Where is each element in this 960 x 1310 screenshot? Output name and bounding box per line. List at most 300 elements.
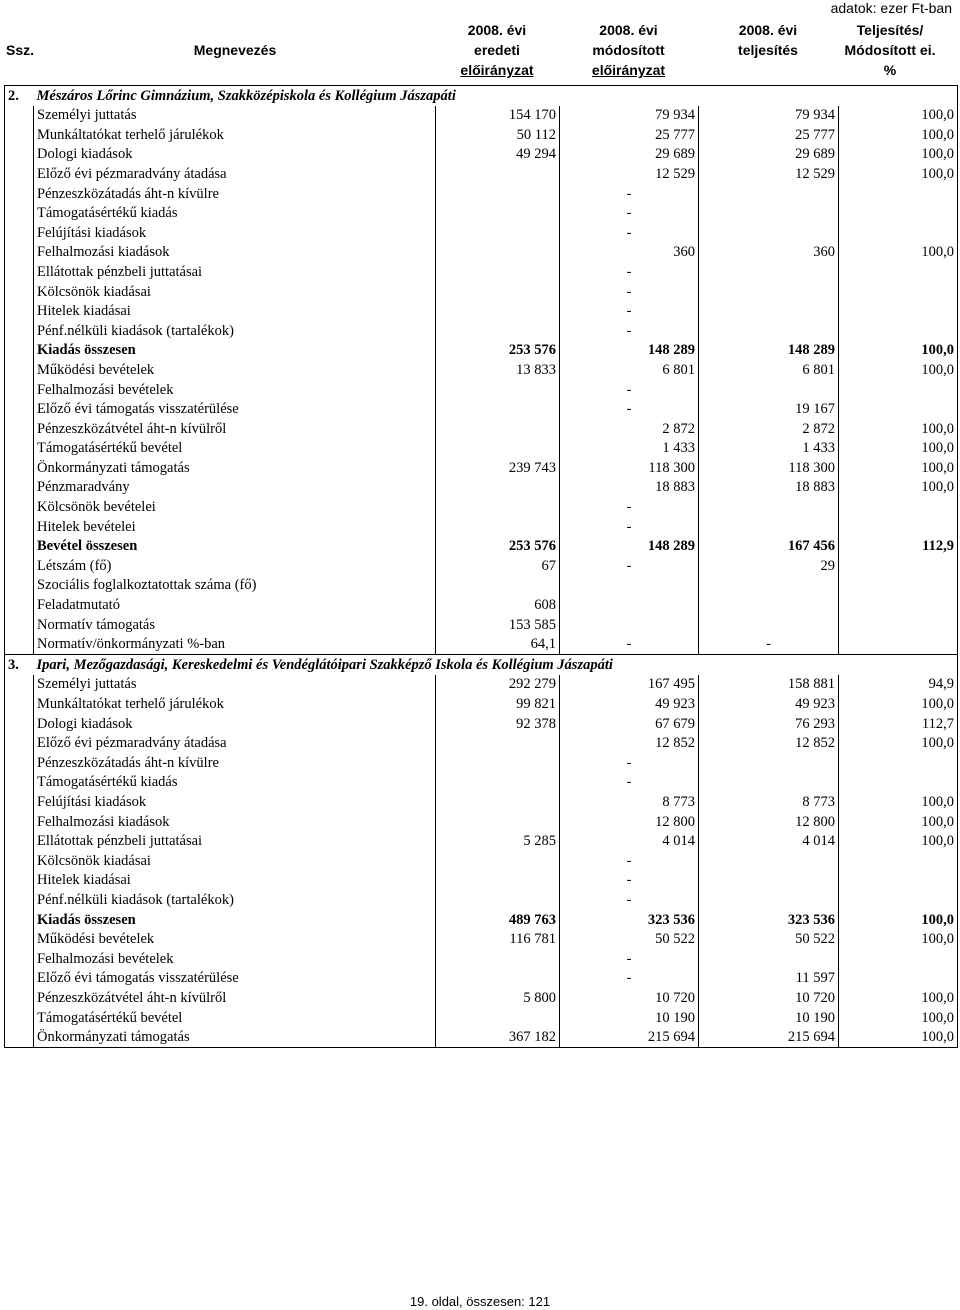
row-ssz <box>5 930 34 950</box>
row-percent <box>839 380 958 400</box>
row-label: Felhalmozási bevételek <box>34 949 436 969</box>
row-modified: - <box>560 262 699 282</box>
table-row <box>5 851 958 871</box>
row-original <box>436 223 560 243</box>
row-percent: 100,0 <box>839 419 958 439</box>
row-original <box>436 400 560 420</box>
row-ssz <box>5 949 34 969</box>
row-ssz <box>5 556 34 576</box>
row-modified: - <box>560 302 699 322</box>
table-row <box>5 910 958 930</box>
row-original <box>436 439 560 459</box>
section-title: Mészáros Lőrinc Gimnázium, Szakközépiskola és Kollégium Jászapáti <box>34 86 958 106</box>
header-col3: 2008. évi teljesítés <box>738 22 798 58</box>
row-original: 239 743 <box>436 458 560 478</box>
table-row <box>5 243 958 263</box>
row-label: Pénzeszközátvétel áht-n kívülről <box>34 988 436 1008</box>
row-ssz <box>5 380 34 400</box>
row-ssz <box>5 812 34 832</box>
row-original: 253 576 <box>436 537 560 557</box>
row-original: 292 279 <box>436 675 560 695</box>
row-label: Szociális foglalkoztatottak száma (fő) <box>34 576 436 596</box>
row-modified: 1 433 <box>560 439 699 459</box>
row-ssz <box>5 321 34 341</box>
row-modified <box>560 576 699 596</box>
row-modified: - <box>560 773 699 793</box>
row-modified: - <box>560 184 699 204</box>
row-actual: 158 881 <box>699 675 839 695</box>
row-ssz <box>5 988 34 1008</box>
row-percent: 100,0 <box>839 694 958 714</box>
row-label: Önkormányzati támogatás <box>34 458 436 478</box>
row-modified: 148 289 <box>560 341 699 361</box>
row-actual <box>699 576 839 596</box>
row-label: Bevétel összesen <box>34 537 436 557</box>
row-original <box>436 851 560 871</box>
row-ssz <box>5 223 34 243</box>
row-modified: 215 694 <box>560 1028 699 1048</box>
row-actual: - <box>699 635 839 655</box>
row-modified: 2 872 <box>560 419 699 439</box>
row-original: 99 821 <box>436 694 560 714</box>
row-ssz <box>5 164 34 184</box>
row-modified: 148 289 <box>560 537 699 557</box>
row-percent <box>839 400 958 420</box>
row-modified: - <box>560 517 699 537</box>
row-actual <box>699 851 839 871</box>
row-modified: - <box>560 890 699 910</box>
row-modified: 12 529 <box>560 164 699 184</box>
row-ssz <box>5 792 34 812</box>
row-original: 154 170 <box>436 106 560 126</box>
row-actual <box>699 282 839 302</box>
row-original <box>436 243 560 263</box>
row-percent <box>839 517 958 537</box>
row-actual: 25 777 <box>699 125 839 145</box>
row-label: Pénzeszközátvétel áht-n kívülről <box>34 419 436 439</box>
table-row <box>5 106 958 126</box>
row-label: Felújítási kiadások <box>34 223 436 243</box>
row-modified: 12 852 <box>560 734 699 754</box>
row-ssz <box>5 595 34 615</box>
row-percent <box>839 969 958 989</box>
row-modified: 67 679 <box>560 714 699 734</box>
unit-note: adatok: ezer Ft-ban <box>830 0 952 16</box>
row-percent: 100,0 <box>839 478 958 498</box>
row-original: 13 833 <box>436 360 560 380</box>
row-label: Normatív/önkormányzati %-ban <box>34 635 436 655</box>
row-original <box>436 419 560 439</box>
row-label: Működési bevételek <box>34 930 436 950</box>
row-original <box>436 753 560 773</box>
header-name: Megnevezés <box>193 42 277 58</box>
table-row <box>5 576 958 596</box>
row-label: Hitelek bevételei <box>34 517 436 537</box>
row-label: Felhalmozási kiadások <box>34 243 436 263</box>
row-modified: 49 923 <box>560 694 699 714</box>
row-percent <box>839 321 958 341</box>
row-actual: 1 433 <box>699 439 839 459</box>
row-actual <box>699 517 839 537</box>
table-row <box>5 478 958 498</box>
table-row <box>5 164 958 184</box>
header-ssz: Ssz. <box>5 42 34 58</box>
row-ssz <box>5 537 34 557</box>
row-ssz <box>5 871 34 891</box>
row-original: 489 763 <box>436 910 560 930</box>
row-ssz <box>5 419 34 439</box>
row-modified: 12 800 <box>560 812 699 832</box>
row-label: Előző évi pézmaradvány átadása <box>34 734 436 754</box>
row-ssz <box>5 1008 34 1028</box>
row-modified <box>560 615 699 635</box>
row-label: Támogatásértékű bevétel <box>34 1008 436 1028</box>
row-ssz <box>5 576 34 596</box>
row-label: Kölcsönök kiadásai <box>34 851 436 871</box>
row-label: Támogatásértékű bevétel <box>34 439 436 459</box>
row-actual: 29 689 <box>699 145 839 165</box>
row-percent: 112,7 <box>839 714 958 734</box>
table-row <box>5 400 958 420</box>
row-original: 49 294 <box>436 145 560 165</box>
row-actual: 76 293 <box>699 714 839 734</box>
row-original <box>436 282 560 302</box>
row-percent <box>839 497 958 517</box>
table-row <box>5 204 958 224</box>
row-ssz <box>5 204 34 224</box>
row-modified: - <box>560 753 699 773</box>
row-original <box>436 204 560 224</box>
row-modified: - <box>560 635 699 655</box>
row-ssz <box>5 439 34 459</box>
row-ssz <box>5 400 34 420</box>
row-actual <box>699 302 839 322</box>
header-col1: 2008. évi eredeti előirányzat <box>460 22 534 78</box>
table-row <box>5 1008 958 1028</box>
row-percent <box>839 223 958 243</box>
row-percent: 100,0 <box>839 910 958 930</box>
row-modified: 6 801 <box>560 360 699 380</box>
table-row <box>5 615 958 635</box>
row-label: Pénf.nélküli kiadások (tartalékok) <box>34 890 436 910</box>
row-ssz <box>5 832 34 852</box>
row-percent <box>839 949 958 969</box>
table-row <box>5 714 958 734</box>
row-label: Munkáltatókat terhelő járulékok <box>34 694 436 714</box>
row-label: Felhalmozási bevételek <box>34 380 436 400</box>
row-label: Személyi juttatás <box>34 106 436 126</box>
row-ssz <box>5 145 34 165</box>
row-actual: 118 300 <box>699 458 839 478</box>
row-percent <box>839 851 958 871</box>
row-percent: 100,0 <box>839 1008 958 1028</box>
table-row <box>5 871 958 891</box>
table-row <box>5 184 958 204</box>
row-modified: 360 <box>560 243 699 263</box>
row-ssz <box>5 969 34 989</box>
row-label: Működési bevételek <box>34 360 436 380</box>
row-original <box>436 517 560 537</box>
section-header-row <box>5 655 958 675</box>
row-ssz <box>5 714 34 734</box>
page-footer: 19. oldal, összesen: 121 <box>409 1294 551 1309</box>
row-percent: 100,0 <box>839 164 958 184</box>
row-modified <box>560 595 699 615</box>
row-label: Ellátottak pénzbeli juttatásai <box>34 262 436 282</box>
row-label: Dologi kiadások <box>34 145 436 165</box>
table-row <box>5 812 958 832</box>
row-actual <box>699 595 839 615</box>
row-label: Hitelek kiadásai <box>34 302 436 322</box>
row-ssz <box>5 125 34 145</box>
row-percent: 100,0 <box>839 792 958 812</box>
row-modified: - <box>560 556 699 576</box>
row-percent: 100,0 <box>839 458 958 478</box>
row-percent: 100,0 <box>839 832 958 852</box>
table-row <box>5 341 958 361</box>
row-modified: 167 495 <box>560 675 699 695</box>
row-actual: 11 597 <box>699 969 839 989</box>
table-row <box>5 302 958 322</box>
row-actual: 19 167 <box>699 400 839 420</box>
row-modified: 29 689 <box>560 145 699 165</box>
row-modified: 323 536 <box>560 910 699 930</box>
row-label: Támogatásértékű kiadás <box>34 204 436 224</box>
row-original: 50 112 <box>436 125 560 145</box>
row-actual <box>699 184 839 204</box>
table-row <box>5 969 958 989</box>
budget-table <box>4 85 958 1048</box>
row-percent <box>839 753 958 773</box>
row-ssz <box>5 106 34 126</box>
row-ssz <box>5 282 34 302</box>
row-percent <box>839 576 958 596</box>
row-percent: 100,0 <box>839 243 958 263</box>
row-original <box>436 1008 560 1028</box>
row-label: Kiadás összesen <box>34 910 436 930</box>
row-actual: 10 720 <box>699 988 839 1008</box>
row-ssz <box>5 910 34 930</box>
row-original <box>436 871 560 891</box>
table-row <box>5 321 958 341</box>
table-row <box>5 419 958 439</box>
row-modified: - <box>560 204 699 224</box>
table-row <box>5 439 958 459</box>
table-row <box>5 734 958 754</box>
row-ssz <box>5 262 34 282</box>
row-original <box>436 812 560 832</box>
row-percent: 100,0 <box>839 341 958 361</box>
table-row <box>5 832 958 852</box>
row-original: 5 800 <box>436 988 560 1008</box>
section-title: Ipari, Mezőgazdasági, Kereskedelmi és Vendéglátóipari Szakképző Iskola és Kollégium Jászapáti <box>34 655 958 675</box>
row-actual: 50 522 <box>699 930 839 950</box>
table-row <box>5 282 958 302</box>
row-ssz <box>5 497 34 517</box>
row-percent <box>839 204 958 224</box>
row-label: Előző évi támogatás visszatérülése <box>34 969 436 989</box>
table-row <box>5 497 958 517</box>
row-actual: 323 536 <box>699 910 839 930</box>
row-ssz <box>5 458 34 478</box>
row-modified: - <box>560 871 699 891</box>
row-label: Munkáltatókat terhelő járulékok <box>34 125 436 145</box>
row-ssz <box>5 734 34 754</box>
row-ssz <box>5 360 34 380</box>
row-percent <box>839 773 958 793</box>
row-label: Pénzmaradvány <box>34 478 436 498</box>
row-modified: - <box>560 851 699 871</box>
row-modified: - <box>560 223 699 243</box>
row-original: 367 182 <box>436 1028 560 1048</box>
row-original: 67 <box>436 556 560 576</box>
row-label: Kiadás összesen <box>34 341 436 361</box>
row-ssz <box>5 694 34 714</box>
row-actual: 29 <box>699 556 839 576</box>
table-row <box>5 988 958 1008</box>
row-original <box>436 184 560 204</box>
row-percent: 100,0 <box>839 106 958 126</box>
row-original: 608 <box>436 595 560 615</box>
row-label: Dologi kiadások <box>34 714 436 734</box>
row-label: Normatív támogatás <box>34 615 436 635</box>
row-original: 64,1 <box>436 635 560 655</box>
row-label: Önkormányzati támogatás <box>34 1028 436 1048</box>
table-row <box>5 753 958 773</box>
row-original <box>436 380 560 400</box>
row-original: 253 576 <box>436 341 560 361</box>
section-header-row <box>5 86 958 106</box>
table-row <box>5 517 958 537</box>
row-original <box>436 321 560 341</box>
row-percent: 100,0 <box>839 1028 958 1048</box>
table-row <box>5 675 958 695</box>
row-actual <box>699 223 839 243</box>
table-row <box>5 262 958 282</box>
table-row <box>5 380 958 400</box>
row-actual <box>699 890 839 910</box>
row-percent: 100,0 <box>839 734 958 754</box>
row-percent <box>839 302 958 322</box>
row-ssz <box>5 517 34 537</box>
row-percent: 100,0 <box>839 930 958 950</box>
row-modified: 10 720 <box>560 988 699 1008</box>
section-number: 3. <box>5 655 34 675</box>
row-actual: 12 852 <box>699 734 839 754</box>
row-modified: 50 522 <box>560 930 699 950</box>
row-modified: 79 934 <box>560 106 699 126</box>
row-original <box>436 792 560 812</box>
row-ssz <box>5 773 34 793</box>
row-percent <box>839 556 958 576</box>
table-row <box>5 635 958 655</box>
row-actual <box>699 321 839 341</box>
row-percent <box>839 871 958 891</box>
row-label: Hitelek kiadásai <box>34 871 436 891</box>
row-label: Pénf.nélküli kiadások (tartalékok) <box>34 321 436 341</box>
row-original <box>436 949 560 969</box>
row-actual: 18 883 <box>699 478 839 498</box>
row-actual: 79 934 <box>699 106 839 126</box>
row-label: Kölcsönök bevételei <box>34 497 436 517</box>
row-original <box>436 576 560 596</box>
row-actual: 6 801 <box>699 360 839 380</box>
table-row <box>5 556 958 576</box>
row-actual: 49 923 <box>699 694 839 714</box>
row-modified: 8 773 <box>560 792 699 812</box>
table-row <box>5 595 958 615</box>
row-percent <box>839 262 958 282</box>
row-actual: 167 456 <box>699 537 839 557</box>
table-row <box>5 537 958 557</box>
row-label: Előző évi támogatás visszatérülése <box>34 400 436 420</box>
row-original: 153 585 <box>436 615 560 635</box>
row-ssz <box>5 615 34 635</box>
row-percent <box>839 595 958 615</box>
table-header <box>4 4 956 86</box>
row-percent <box>839 635 958 655</box>
row-modified: - <box>560 969 699 989</box>
row-modified: - <box>560 949 699 969</box>
row-percent <box>839 615 958 635</box>
row-actual <box>699 497 839 517</box>
row-original <box>436 734 560 754</box>
row-percent: 100,0 <box>839 125 958 145</box>
row-percent: 112,9 <box>839 537 958 557</box>
row-modified: - <box>560 497 699 517</box>
row-original <box>436 497 560 517</box>
header-col4: Teljesítés/ Módosított ei. % <box>844 22 936 78</box>
row-label: Létszám (fő) <box>34 556 436 576</box>
row-label: Pénzeszközátadás áht-n kívülre <box>34 184 436 204</box>
row-percent: 100,0 <box>839 988 958 1008</box>
row-original <box>436 773 560 793</box>
row-ssz <box>5 478 34 498</box>
row-modified: 118 300 <box>560 458 699 478</box>
row-actual <box>699 753 839 773</box>
row-label: Felújítási kiadások <box>34 792 436 812</box>
row-original <box>436 262 560 282</box>
header-col2: 2008. évi módosított előirányzat <box>591 22 666 78</box>
row-label: Feladatmutató <box>34 595 436 615</box>
row-label: Kölcsönök kiadásai <box>34 282 436 302</box>
row-percent <box>839 282 958 302</box>
row-actual <box>699 949 839 969</box>
row-modified: - <box>560 380 699 400</box>
row-original <box>436 969 560 989</box>
row-ssz <box>5 184 34 204</box>
row-percent <box>839 184 958 204</box>
row-ssz <box>5 243 34 263</box>
row-modified: 25 777 <box>560 125 699 145</box>
table-row <box>5 773 958 793</box>
row-percent: 94,9 <box>839 675 958 695</box>
table-row <box>5 125 958 145</box>
row-label: Felhalmozási kiadások <box>34 812 436 832</box>
row-modified: 10 190 <box>560 1008 699 1028</box>
row-percent: 100,0 <box>839 439 958 459</box>
row-actual: 12 529 <box>699 164 839 184</box>
row-ssz <box>5 753 34 773</box>
row-actual: 10 190 <box>699 1008 839 1028</box>
row-percent: 100,0 <box>839 145 958 165</box>
row-ssz <box>5 341 34 361</box>
row-ssz <box>5 302 34 322</box>
row-label: Személyi juttatás <box>34 675 436 695</box>
row-original: 116 781 <box>436 930 560 950</box>
row-original: 5 285 <box>436 832 560 852</box>
table-row <box>5 223 958 243</box>
